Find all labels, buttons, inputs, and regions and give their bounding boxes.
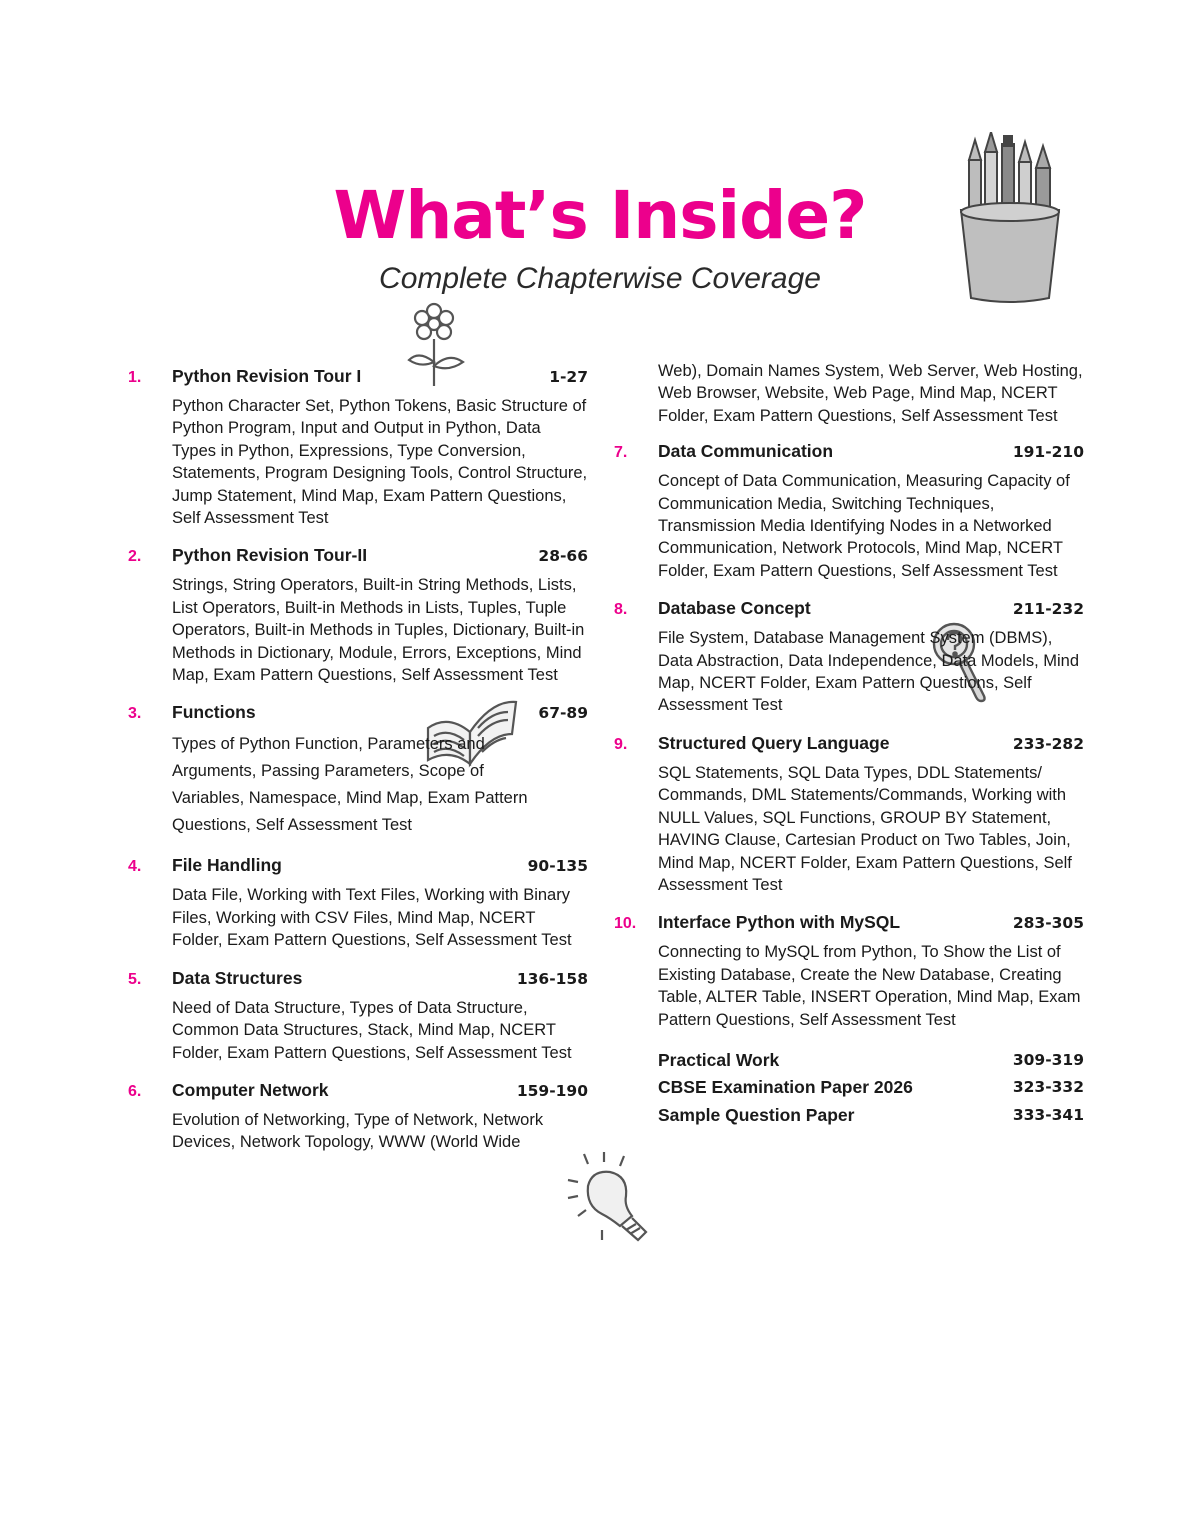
chapter-topics: SQL Statements, SQL Data Types, DDL Statements/ Commands, DML Statements/Commands, Working with NULL Values, SQL Functions, GROUP BY Statement, HAVING Clause, Cartesian Product on Two Tables, Join, Mind Map, NCERT Folder, Exam Pattern Questions, Self Assessment Test: [658, 763, 1072, 894]
chapter-pages: 283-305: [1012, 914, 1084, 933]
extra-entry[interactable]: [658, 1102, 1084, 1130]
chapter-pages: 28-66: [538, 547, 588, 566]
extra-pages: 323-332: [1012, 1078, 1084, 1097]
chapter-pages: 233-282: [1012, 734, 1084, 753]
chapter-pages: 67-89: [538, 704, 588, 723]
extra-entry[interactable]: [658, 1047, 1084, 1075]
chapter-title[interactable]: Functions: [172, 702, 256, 723]
chapter-pages: 159-190: [516, 1081, 588, 1100]
chapter-number: 2.: [128, 548, 142, 566]
chapter-pages: 136-158: [516, 969, 588, 988]
pencil-cup-icon: [955, 132, 1065, 304]
contents-column-left: [128, 366, 588, 1170]
chapter-topics-continued: Web), Domain Names System, Web Server, Web Hosting, Web Browser, Website, Web Page, Mind Map, NCERT Folder, Exam Pattern Questions, Self Assessment Test: [658, 362, 1083, 425]
chapter-entry[interactable]: [614, 733, 1084, 896]
extra-title[interactable]: Practical Work: [658, 1049, 780, 1070]
chapter-topics: File System, Database Management System (DBMS), Data Abstraction, Data Independence, Data Models, Mind Map, NCERT Folder, Exam Pattern Questions, Self Assessment Test: [658, 629, 1079, 715]
chapter-entry[interactable]: [128, 366, 588, 529]
chapter-pages: 191-210: [1012, 443, 1084, 462]
chapter-pages: 211-232: [1012, 600, 1084, 619]
chapter-title[interactable]: Python Revision Tour I: [172, 366, 362, 386]
chapter-topics: Data File, Working with Text Files, Working with Binary Files, Working with CSV Files, Mind Map, NCERT Folder, Exam Pattern Questions, Self Assessment Test: [172, 886, 572, 950]
chapter-topics: Types of Python Function, Parameters and Arguments, Passing Parameters, Scope of Variables, Namespace, Mind Map, Exam Pattern Questions, Self Assessment Test: [172, 735, 528, 835]
chapter-title[interactable]: Structured Query Language: [658, 732, 890, 753]
page-title: What’s Inside?: [333, 177, 867, 254]
chapter-topics: Python Character Set, Python Tokens, Basic Structure of Python Program, Input and Output in Python, Data Types in Python, Expressions, Type Conversion, Statements, Program Designing Tools, Control Structure, Jump Statement, Mind Map, Exam Pattern Questions, Self Assessment Test: [172, 397, 588, 528]
chapter-entry[interactable]: [614, 598, 1084, 717]
chapter-entry[interactable]: [614, 912, 1084, 1031]
extra-title[interactable]: Sample Question Paper: [658, 1104, 855, 1125]
chapter-number: 7.: [614, 444, 628, 462]
chapter-entry[interactable]: [128, 702, 588, 839]
extra-pages: 333-341: [1012, 1105, 1084, 1124]
chapter-title[interactable]: Database Concept: [658, 598, 811, 619]
chapter-topics: Need of Data Structure, Types of Data Structure, Common Data Structures, Stack, Mind Map, NCERT Folder, Exam Pattern Questions, Self Assessment Test: [172, 998, 572, 1062]
chapter-topics: Evolution of Networking, Type of Network, Network Devices, Network Topology, WWW (World Wide: [172, 1110, 544, 1152]
chapter-entry[interactable]: [128, 855, 588, 951]
chapter-number: 4.: [128, 858, 142, 876]
chapter-title[interactable]: Python Revision Tour-II: [172, 545, 368, 566]
chapter-number: 3.: [128, 705, 142, 723]
chapter-number: 9.: [614, 735, 628, 753]
chapter-number: 6.: [128, 1082, 142, 1100]
contents-column-right: [614, 362, 1084, 1129]
chapter-entry[interactable]: [128, 968, 588, 1064]
chapter-pages: 90-135: [527, 857, 588, 876]
chapter-entry[interactable]: [128, 1080, 588, 1154]
chapter-topics: Concept of Data Communication, Measuring Capacity of Communication Media, Switching Techniques, Transmission Media Identifying Nodes in a Networked Communication, Network Protocols, Mind Map, NCERT Folder, Exam Pattern Questions, Self Assessment Test: [658, 472, 1070, 580]
chapter-topics: Connecting to MySQL from Python, To Show the List of Existing Database, Create the New Database, Creating Table, ALTER Table, INSERT Operation, Mind Map, Exam Pattern Questions, Self Assessment Test: [658, 943, 1081, 1029]
extra-pages: 309-319: [1012, 1050, 1084, 1069]
chapter-title[interactable]: Interface Python with MySQL: [658, 912, 901, 933]
chapter-pages: 1-27: [549, 368, 588, 386]
chapter-number: 1.: [128, 369, 142, 386]
chapter-title[interactable]: File Handling: [172, 855, 282, 876]
chapter-number: 10.: [614, 915, 637, 933]
chapter-number: 8.: [614, 601, 628, 619]
page-subtitle: Complete Chapterwise Coverage: [379, 262, 821, 295]
chapter-title[interactable]: Computer Network: [172, 1079, 329, 1100]
chapter-entry[interactable]: [614, 441, 1084, 582]
chapter-topics: Strings, String Operators, Built-in String Methods, Lists, List Operators, Built-in Methods in Lists, Tuples, Tuple Operators, Built-in Methods in Tuples, Dictionary, Built-in Methods in Dictionary, Module, Errors, Exceptions, Mind Map, Exam Pattern Questions, Self Assessment Test: [172, 576, 585, 685]
extra-entry[interactable]: [658, 1074, 1084, 1102]
extra-title[interactable]: CBSE Examination Paper 2026: [658, 1077, 913, 1098]
chapter-title[interactable]: Data Communication: [658, 441, 834, 462]
additional-sections: [658, 1047, 1084, 1130]
chapter-title[interactable]: Data Structures: [172, 967, 303, 988]
chapter-entry[interactable]: [128, 545, 588, 686]
chapter-number: 5.: [128, 970, 142, 988]
